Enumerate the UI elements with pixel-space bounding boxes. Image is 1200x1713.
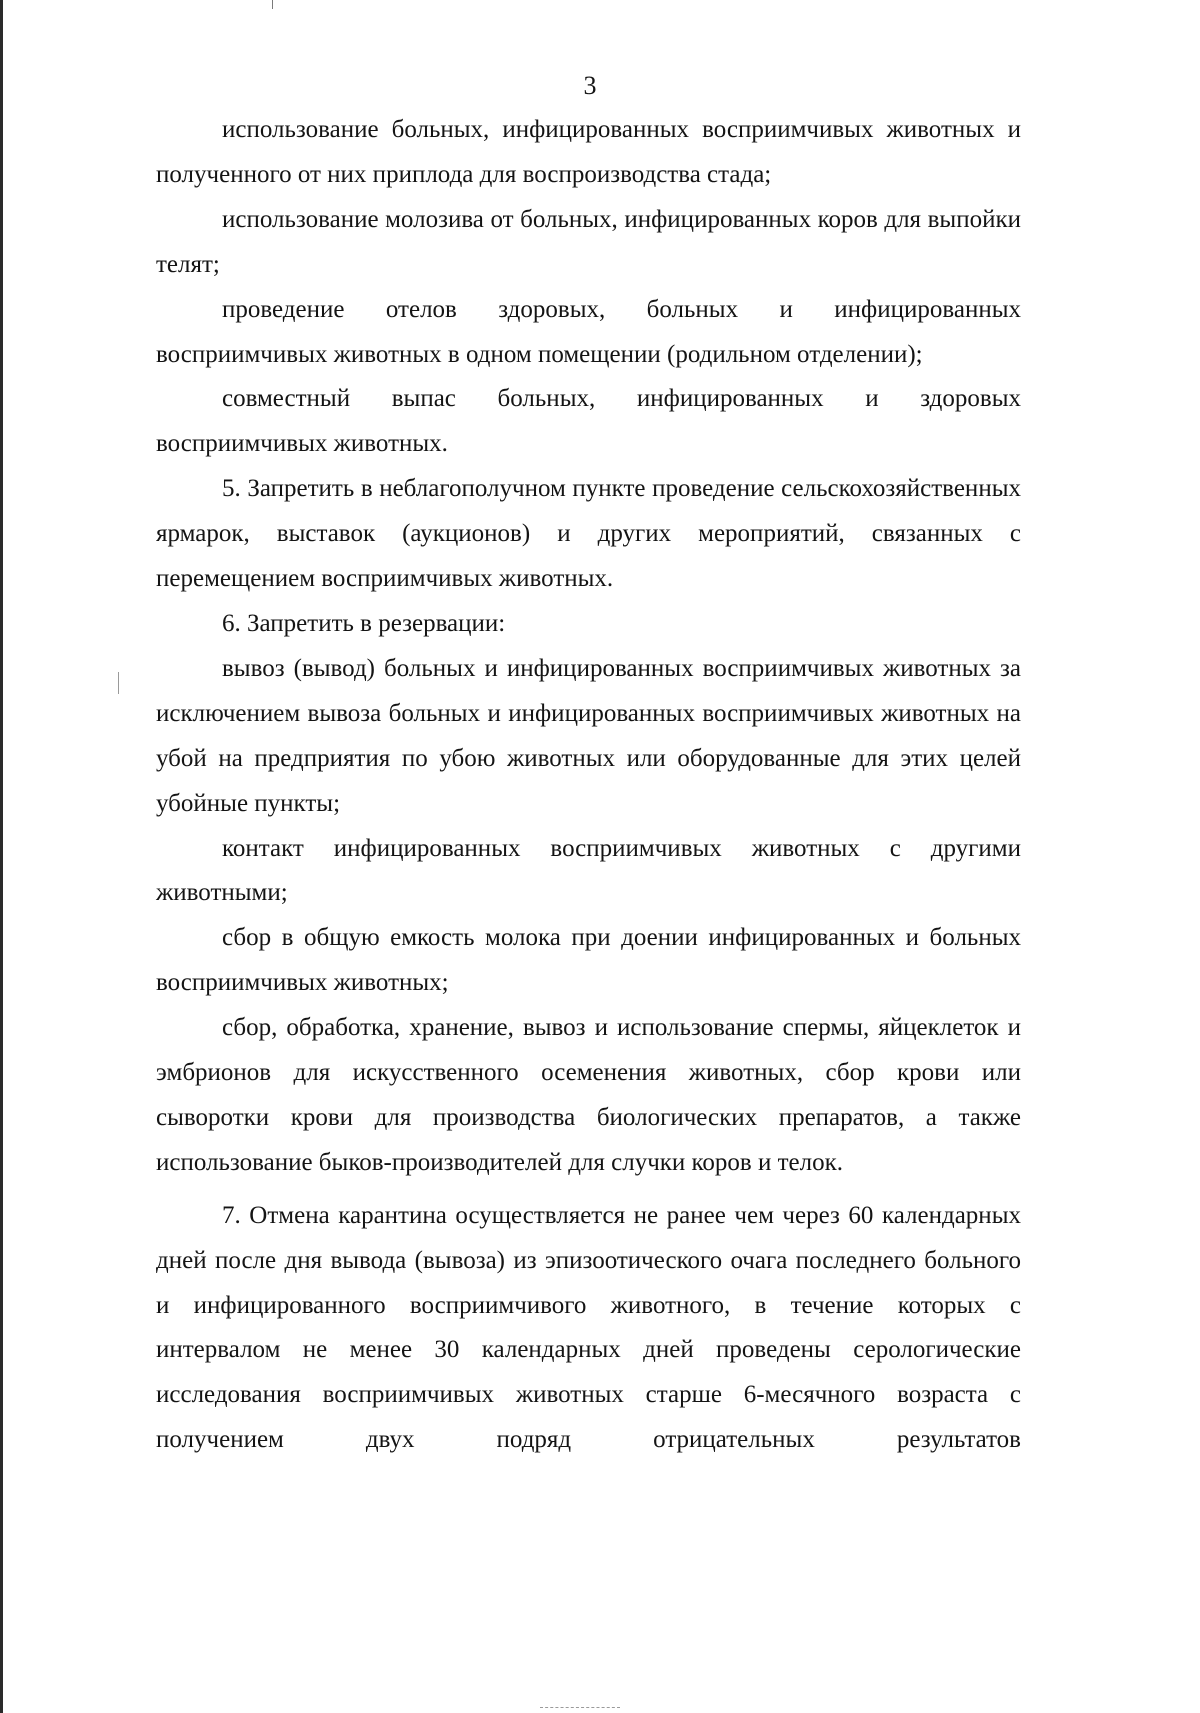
paragraph-item-7: 7. Отмена карантина осуществляется не ранее чем через 60 календарных дней после дня вывода (вывоза) из эпизоотического очага последнего больного и инфицированного восприимчивого животного, в течение которых с интервалом не менее 30 календарных дней проведены серологические исследования восприимчивых животных старше 6-месячного возраста с получением двух подряд отрицательных результатов: [156, 1201, 1021, 1454]
paragraph-joint-grazing: совместный выпас больных, инфицированных и здоровых восприимчивых животных.: [156, 385, 1021, 458]
paragraph-item-5: 5. Запретить в неблагополучном пункте проведение сельскохозяйственных ярмарок, выставок (аукционов) и других мероприятий, связанных с перемещением восприимчивых животных.: [156, 475, 1021, 593]
paragraph-contact: контакт инфицированных восприимчивых животных с другими животными;: [156, 834, 1021, 907]
page-number: 3: [583, 71, 597, 100]
paragraph-milk-collection: сбор в общую емкость молока при доении инфицированных и больных восприимчивых животных;: [156, 924, 1021, 997]
paragraph-item-6: 6. Запретить в резервации:: [222, 609, 506, 637]
paragraph-removal: вывоз (вывод) больных и инфицированных восприимчивых животных за исключением вывоза больных и инфицированных восприимчивых животных на убой на предприятия по убою животных или оборудованные для этих целей убойные пункты;: [156, 654, 1021, 817]
paragraph-calving: проведение отелов здоровых, больных и инфицированных восприимчивых животных в одном помещении (родильном отделении);: [156, 295, 1021, 368]
paragraph-colostrum: использование молозива от больных, инфицированных коров для выпойки телят;: [156, 205, 1021, 278]
paragraph-sperm-collection: сбор, обработка, хранение, вывоз и использование спермы, яйцеклеток и эмбрионов для искусственного осеменения животных, сбор крови или сыворотки крови для производства биологических препаратов, а также использование быков-производителей для случки коров и телок.: [156, 1014, 1021, 1176]
scan-mark-side: [118, 672, 119, 694]
scan-mark-top: [272, 0, 273, 9]
scan-left-edge: [0, 0, 3, 1713]
paragraph-use-of-sick-animals: использование больных, инфицированных восприимчивых животных и полученного от них приплода для воспроизводства стада;: [156, 116, 1021, 188]
scan-mark-bottom: [540, 1707, 620, 1709]
document-body: [156, 108, 1021, 1463]
